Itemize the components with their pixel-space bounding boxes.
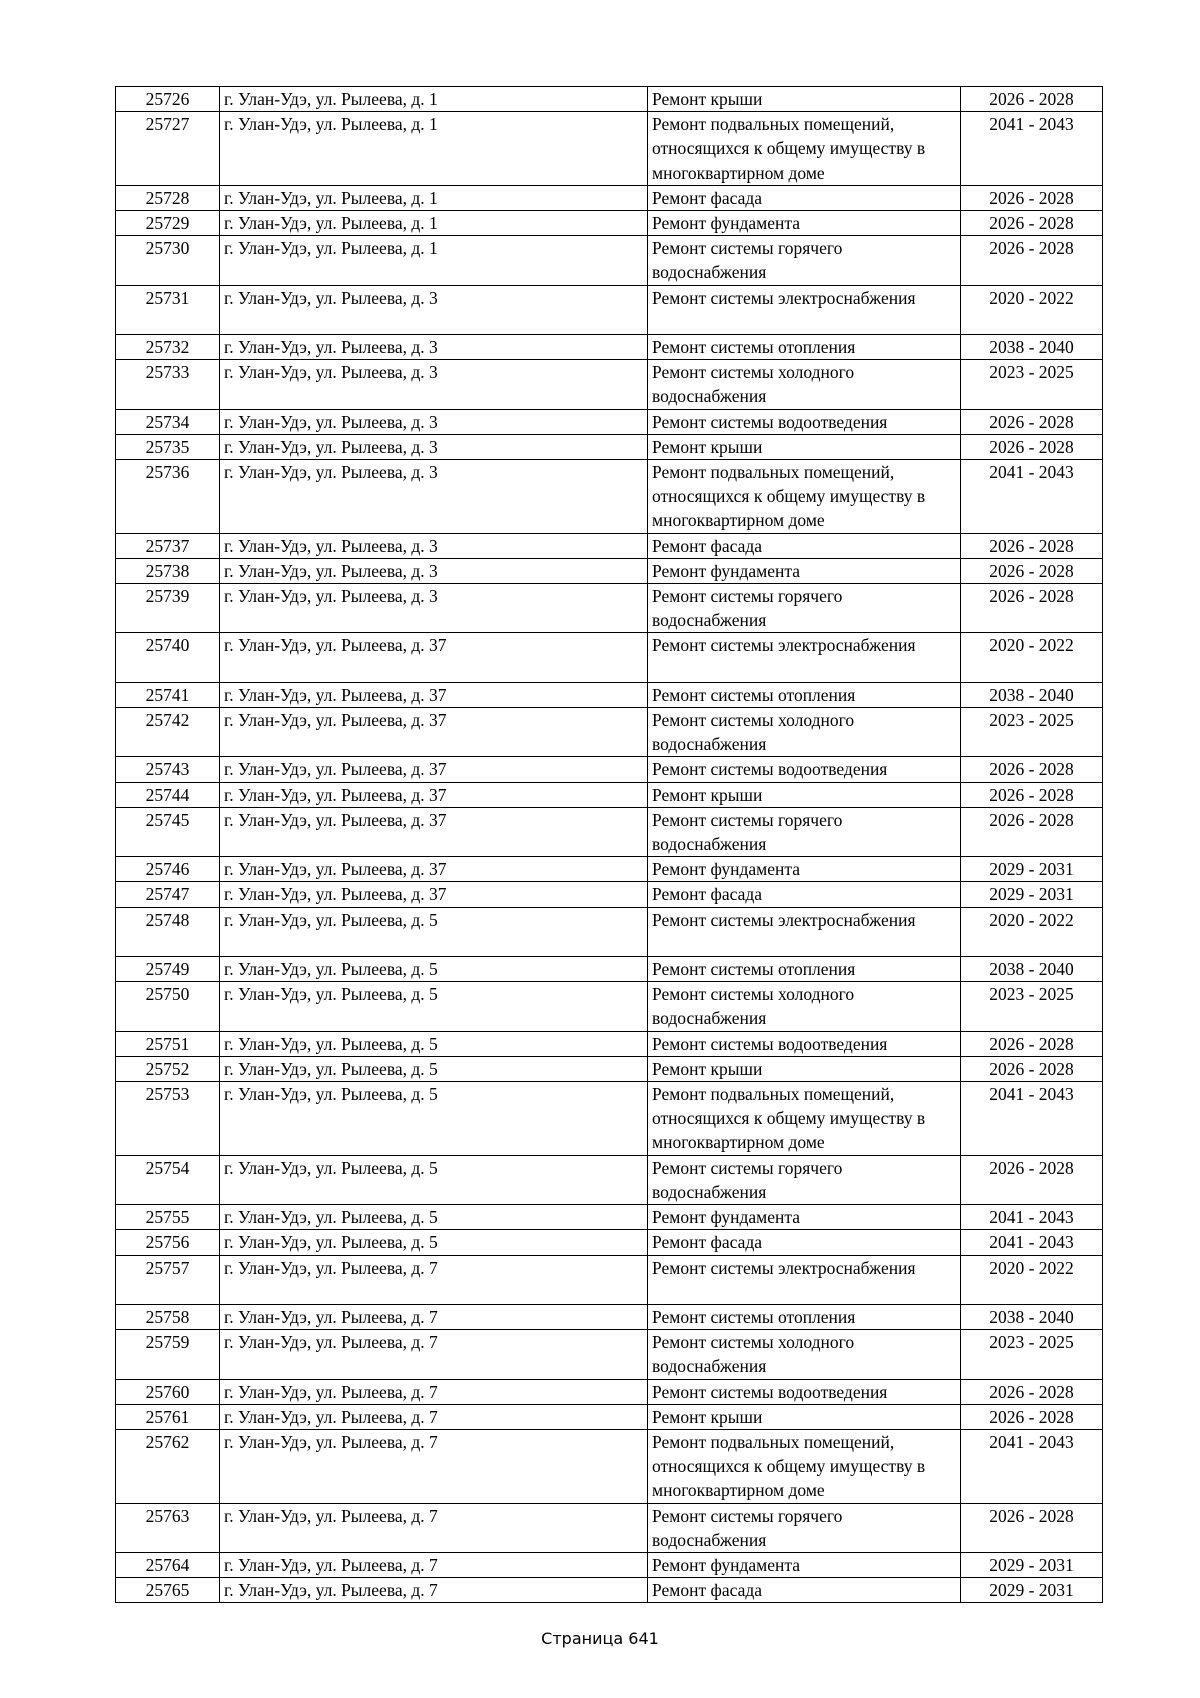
- work-type-cell: Ремонт подвальных помещений, относящихся к общему имуществу в многоквартирном доме: [648, 1082, 961, 1156]
- row-number-cell: 25743: [116, 757, 220, 782]
- address-cell: г. Улан-Удэ, ул. Рылеева, д. 3: [220, 434, 648, 459]
- row-number-cell: 25739: [116, 584, 220, 633]
- work-type-cell: Ремонт системы холодного водоснабжения: [648, 982, 961, 1031]
- period-cell: 2026 - 2028: [961, 211, 1103, 236]
- work-type-cell: Ремонт системы холодного водоснабжения: [648, 708, 961, 757]
- row-number-cell: 25764: [116, 1552, 220, 1577]
- work-type-cell: Ремонт фасада: [648, 1578, 961, 1603]
- address-cell: г. Улан-Удэ, ул. Рылеева, д. 3: [220, 360, 648, 409]
- work-type-cell: Ремонт системы отопления: [648, 1304, 961, 1329]
- address-cell: г. Улан-Удэ, ул. Рылеева, д. 37: [220, 682, 648, 707]
- row-number-cell: 25731: [116, 285, 220, 334]
- period-cell: 2023 - 2025: [961, 708, 1103, 757]
- period-cell: 2041 - 2043: [961, 1230, 1103, 1255]
- address-cell: г. Улан-Удэ, ул. Рылеева, д. 3: [220, 335, 648, 360]
- table-row: [116, 1082, 1103, 1156]
- period-cell: 2041 - 2043: [961, 112, 1103, 186]
- table-row: [116, 757, 1103, 782]
- work-type-cell: Ремонт фундамента: [648, 211, 961, 236]
- row-number-cell: 25760: [116, 1379, 220, 1404]
- table-row: [116, 360, 1103, 409]
- address-cell: г. Улан-Удэ, ул. Рылеева, д. 37: [220, 757, 648, 782]
- table-row: [116, 1205, 1103, 1230]
- work-type-cell: Ремонт подвальных помещений, относящихся к общему имуществу в многоквартирном доме: [648, 1429, 961, 1503]
- address-cell: г. Улан-Удэ, ул. Рылеева, д. 5: [220, 1205, 648, 1230]
- row-number-cell: 25744: [116, 782, 220, 807]
- work-type-cell: Ремонт фасада: [648, 1230, 961, 1255]
- period-cell: 2020 - 2022: [961, 1255, 1103, 1304]
- row-number-cell: 25746: [116, 857, 220, 882]
- work-type-cell: Ремонт фасада: [648, 185, 961, 210]
- address-cell: г. Улан-Удэ, ул. Рылеева, д. 37: [220, 882, 648, 907]
- row-number-cell: 25756: [116, 1230, 220, 1255]
- address-cell: г. Улан-Удэ, ул. Рылеева, д. 3: [220, 285, 648, 334]
- work-type-cell: Ремонт крыши: [648, 434, 961, 459]
- period-cell: 2029 - 2031: [961, 857, 1103, 882]
- table-row: [116, 1230, 1103, 1255]
- row-number-cell: 25758: [116, 1304, 220, 1329]
- table-row: [116, 1404, 1103, 1429]
- work-type-cell: Ремонт подвальных помещений, относящихся к общему имуществу в многоквартирном доме: [648, 460, 961, 534]
- table-row: [116, 1255, 1103, 1304]
- period-cell: 2026 - 2028: [961, 782, 1103, 807]
- address-cell: г. Улан-Удэ, ул. Рылеева, д. 7: [220, 1255, 648, 1304]
- row-number-cell: 25750: [116, 982, 220, 1031]
- repair-schedule-table: [115, 86, 1103, 1603]
- period-cell: 2026 - 2028: [961, 558, 1103, 583]
- table-row: [116, 708, 1103, 757]
- period-cell: 2026 - 2028: [961, 533, 1103, 558]
- period-cell: 2041 - 2043: [961, 460, 1103, 534]
- table-row: [116, 285, 1103, 334]
- table-row: [116, 907, 1103, 956]
- work-type-cell: Ремонт крыши: [648, 87, 961, 112]
- period-cell: 2026 - 2028: [961, 1379, 1103, 1404]
- table-row: [116, 236, 1103, 285]
- table-row: [116, 558, 1103, 583]
- address-cell: г. Улан-Удэ, ул. Рылеева, д. 1: [220, 112, 648, 186]
- work-type-cell: Ремонт системы горячего водоснабжения: [648, 807, 961, 856]
- work-type-cell: Ремонт системы отопления: [648, 335, 961, 360]
- row-number-cell: 25727: [116, 112, 220, 186]
- period-cell: 2026 - 2028: [961, 236, 1103, 285]
- address-cell: г. Улан-Удэ, ул. Рылеева, д. 7: [220, 1404, 648, 1429]
- row-number-cell: 25737: [116, 533, 220, 558]
- work-type-cell: Ремонт системы электроснабжения: [648, 285, 961, 334]
- period-cell: 2038 - 2040: [961, 335, 1103, 360]
- address-cell: г. Улан-Удэ, ул. Рылеева, д. 5: [220, 1230, 648, 1255]
- row-number-cell: 25729: [116, 211, 220, 236]
- table-row: [116, 882, 1103, 907]
- table-row: [116, 1578, 1103, 1603]
- table-row: [116, 185, 1103, 210]
- address-cell: г. Улан-Удэ, ул. Рылеева, д. 37: [220, 857, 648, 882]
- row-number-cell: 25762: [116, 1429, 220, 1503]
- work-type-cell: Ремонт системы холодного водоснабжения: [648, 1330, 961, 1379]
- table-row: [116, 857, 1103, 882]
- table-row: [116, 335, 1103, 360]
- row-number-cell: 25754: [116, 1155, 220, 1204]
- row-number-cell: 25755: [116, 1205, 220, 1230]
- row-number-cell: 25742: [116, 708, 220, 757]
- work-type-cell: Ремонт крыши: [648, 782, 961, 807]
- table-row: [116, 409, 1103, 434]
- row-number-cell: 25748: [116, 907, 220, 956]
- period-cell: 2038 - 2040: [961, 1304, 1103, 1329]
- table-row: [116, 211, 1103, 236]
- period-cell: 2026 - 2028: [961, 1155, 1103, 1204]
- page-number: Страница 641: [541, 1629, 659, 1648]
- address-cell: г. Улан-Удэ, ул. Рылеева, д. 7: [220, 1330, 648, 1379]
- address-cell: г. Улан-Удэ, ул. Рылеева, д. 37: [220, 633, 648, 682]
- period-cell: 2026 - 2028: [961, 1404, 1103, 1429]
- row-number-cell: 25732: [116, 335, 220, 360]
- address-cell: г. Улан-Удэ, ул. Рылеева, д. 7: [220, 1578, 648, 1603]
- table-row: [116, 1056, 1103, 1081]
- row-number-cell: 25730: [116, 236, 220, 285]
- work-type-cell: Ремонт фундамента: [648, 857, 961, 882]
- row-number-cell: 25733: [116, 360, 220, 409]
- work-type-cell: Ремонт системы отопления: [648, 957, 961, 982]
- table-row: [116, 1304, 1103, 1329]
- period-cell: 2029 - 2031: [961, 882, 1103, 907]
- row-number-cell: 25738: [116, 558, 220, 583]
- work-type-cell: Ремонт системы электроснабжения: [648, 907, 961, 956]
- address-cell: г. Улан-Удэ, ул. Рылеева, д. 1: [220, 185, 648, 210]
- table-row: [116, 434, 1103, 459]
- address-cell: г. Улан-Удэ, ул. Рылеева, д. 1: [220, 211, 648, 236]
- work-type-cell: Ремонт крыши: [648, 1404, 961, 1429]
- work-type-cell: Ремонт фундамента: [648, 1205, 961, 1230]
- row-number-cell: 25735: [116, 434, 220, 459]
- table-row: [116, 982, 1103, 1031]
- work-type-cell: Ремонт системы водоотведения: [648, 409, 961, 434]
- work-type-cell: Ремонт подвальных помещений, относящихся к общему имуществу в многоквартирном доме: [648, 112, 961, 186]
- table-row: [116, 87, 1103, 112]
- period-cell: 2023 - 2025: [961, 360, 1103, 409]
- address-cell: г. Улан-Удэ, ул. Рылеева, д. 3: [220, 460, 648, 534]
- address-cell: г. Улан-Удэ, ул. Рылеева, д. 5: [220, 1082, 648, 1156]
- period-cell: 2020 - 2022: [961, 285, 1103, 334]
- period-cell: 2020 - 2022: [961, 907, 1103, 956]
- row-number-cell: 25761: [116, 1404, 220, 1429]
- work-type-cell: Ремонт системы холодного водоснабжения: [648, 360, 961, 409]
- row-number-cell: 25747: [116, 882, 220, 907]
- work-type-cell: Ремонт фасада: [648, 533, 961, 558]
- period-cell: 2026 - 2028: [961, 584, 1103, 633]
- work-type-cell: Ремонт системы горячего водоснабжения: [648, 1155, 961, 1204]
- address-cell: г. Улан-Удэ, ул. Рылеева, д. 1: [220, 236, 648, 285]
- row-number-cell: 25763: [116, 1503, 220, 1552]
- address-cell: г. Улан-Удэ, ул. Рылеева, д. 5: [220, 907, 648, 956]
- period-cell: 2029 - 2031: [961, 1552, 1103, 1577]
- work-type-cell: Ремонт системы отопления: [648, 682, 961, 707]
- period-cell: 2026 - 2028: [961, 1503, 1103, 1552]
- work-type-cell: Ремонт системы водоотведения: [648, 1031, 961, 1056]
- period-cell: 2026 - 2028: [961, 757, 1103, 782]
- work-type-cell: Ремонт системы водоотведения: [648, 757, 961, 782]
- row-number-cell: 25728: [116, 185, 220, 210]
- row-number-cell: 25745: [116, 807, 220, 856]
- row-number-cell: 25736: [116, 460, 220, 534]
- row-number-cell: 25752: [116, 1056, 220, 1081]
- table-row: [116, 782, 1103, 807]
- period-cell: 2038 - 2040: [961, 957, 1103, 982]
- period-cell: 2023 - 2025: [961, 982, 1103, 1031]
- period-cell: 2026 - 2028: [961, 1056, 1103, 1081]
- address-cell: г. Улан-Удэ, ул. Рылеева, д. 3: [220, 558, 648, 583]
- row-number-cell: 25734: [116, 409, 220, 434]
- period-cell: 2029 - 2031: [961, 1578, 1103, 1603]
- work-type-cell: Ремонт системы электроснабжения: [648, 633, 961, 682]
- address-cell: г. Улан-Удэ, ул. Рылеева, д. 5: [220, 1155, 648, 1204]
- address-cell: г. Улан-Удэ, ул. Рылеева, д. 37: [220, 708, 648, 757]
- table-row: [116, 1429, 1103, 1503]
- address-cell: г. Улан-Удэ, ул. Рылеева, д. 7: [220, 1304, 648, 1329]
- table-row: [116, 1552, 1103, 1577]
- period-cell: 2041 - 2043: [961, 1205, 1103, 1230]
- address-cell: г. Улан-Удэ, ул. Рылеева, д. 7: [220, 1552, 648, 1577]
- period-cell: 2026 - 2028: [961, 434, 1103, 459]
- work-type-cell: Ремонт фундамента: [648, 558, 961, 583]
- table-row: [116, 682, 1103, 707]
- period-cell: 2026 - 2028: [961, 1031, 1103, 1056]
- period-cell: 2026 - 2028: [961, 87, 1103, 112]
- address-cell: г. Улан-Удэ, ул. Рылеева, д. 7: [220, 1379, 648, 1404]
- row-number-cell: 25749: [116, 957, 220, 982]
- table-row: [116, 584, 1103, 633]
- row-number-cell: 25741: [116, 682, 220, 707]
- work-type-cell: Ремонт системы водоотведения: [648, 1379, 961, 1404]
- work-type-cell: Ремонт системы горячего водоснабжения: [648, 584, 961, 633]
- table-row: [116, 460, 1103, 534]
- period-cell: 2041 - 2043: [961, 1429, 1103, 1503]
- address-cell: г. Улан-Удэ, ул. Рылеева, д. 3: [220, 409, 648, 434]
- table-row: [116, 533, 1103, 558]
- work-type-cell: Ремонт фасада: [648, 882, 961, 907]
- address-cell: г. Улан-Удэ, ул. Рылеева, д. 5: [220, 1056, 648, 1081]
- address-cell: г. Улан-Удэ, ул. Рылеева, д. 3: [220, 533, 648, 558]
- table-row: [116, 1503, 1103, 1552]
- table-row: [116, 633, 1103, 682]
- work-type-cell: Ремонт системы горячего водоснабжения: [648, 236, 961, 285]
- row-number-cell: 25757: [116, 1255, 220, 1304]
- address-cell: г. Улан-Удэ, ул. Рылеева, д. 7: [220, 1503, 648, 1552]
- table-row: [116, 112, 1103, 186]
- row-number-cell: 25753: [116, 1082, 220, 1156]
- row-number-cell: 25726: [116, 87, 220, 112]
- row-number-cell: 25751: [116, 1031, 220, 1056]
- address-cell: г. Улан-Удэ, ул. Рылеева, д. 37: [220, 807, 648, 856]
- row-number-cell: 25759: [116, 1330, 220, 1379]
- table-body: [116, 87, 1103, 1603]
- period-cell: 2038 - 2040: [961, 682, 1103, 707]
- period-cell: 2023 - 2025: [961, 1330, 1103, 1379]
- period-cell: 2026 - 2028: [961, 185, 1103, 210]
- address-cell: г. Улан-Удэ, ул. Рылеева, д. 5: [220, 1031, 648, 1056]
- period-cell: 2020 - 2022: [961, 633, 1103, 682]
- period-cell: 2041 - 2043: [961, 1082, 1103, 1156]
- work-type-cell: Ремонт крыши: [648, 1056, 961, 1081]
- table-row: [116, 807, 1103, 856]
- work-type-cell: Ремонт фундамента: [648, 1552, 961, 1577]
- address-cell: г. Улан-Удэ, ул. Рылеева, д. 5: [220, 982, 648, 1031]
- table-row: [116, 1031, 1103, 1056]
- address-cell: г. Улан-Удэ, ул. Рылеева, д. 7: [220, 1429, 648, 1503]
- period-cell: 2026 - 2028: [961, 807, 1103, 856]
- work-type-cell: Ремонт системы электроснабжения: [648, 1255, 961, 1304]
- table-row: [116, 1379, 1103, 1404]
- address-cell: г. Улан-Удэ, ул. Рылеева, д. 37: [220, 782, 648, 807]
- table-row: [116, 1155, 1103, 1204]
- work-type-cell: Ремонт системы горячего водоснабжения: [648, 1503, 961, 1552]
- row-number-cell: 25765: [116, 1578, 220, 1603]
- address-cell: г. Улан-Удэ, ул. Рылеева, д. 1: [220, 87, 648, 112]
- address-cell: г. Улан-Удэ, ул. Рылеева, д. 3: [220, 584, 648, 633]
- table-row: [116, 1330, 1103, 1379]
- address-cell: г. Улан-Удэ, ул. Рылеева, д. 5: [220, 957, 648, 982]
- row-number-cell: 25740: [116, 633, 220, 682]
- table-row: [116, 957, 1103, 982]
- period-cell: 2026 - 2028: [961, 409, 1103, 434]
